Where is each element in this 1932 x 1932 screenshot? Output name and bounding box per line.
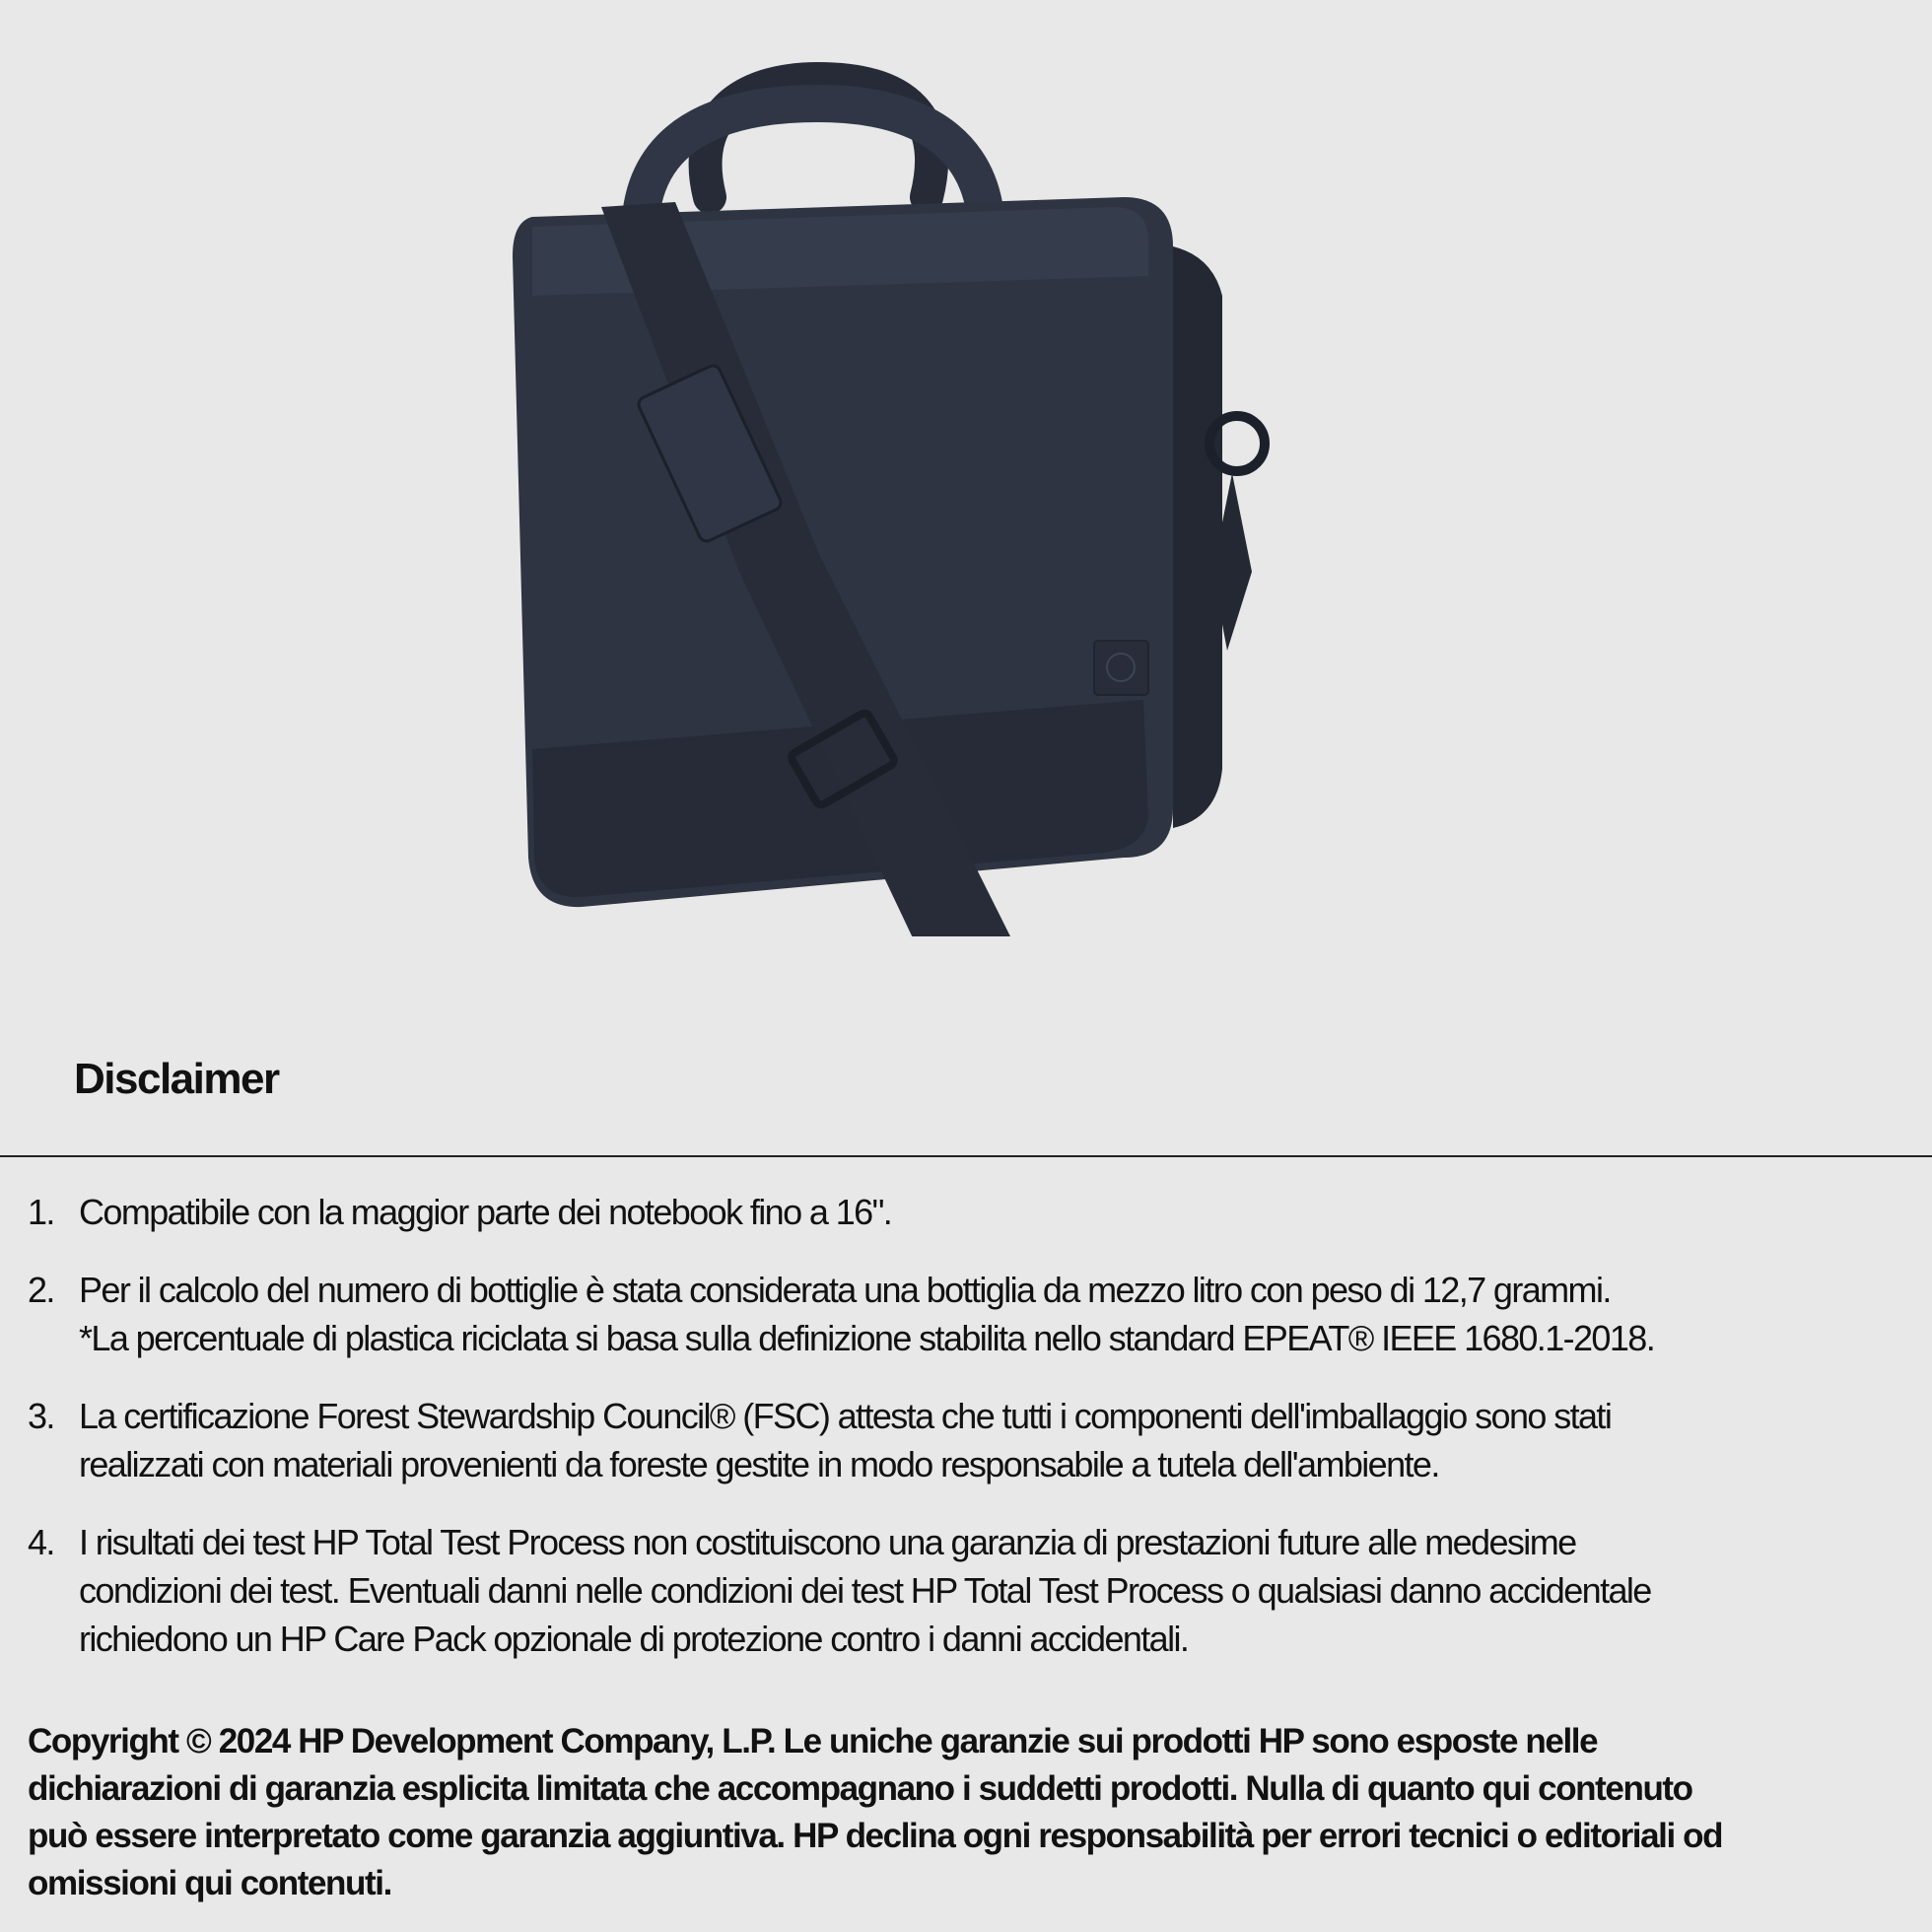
product-image-laptop-bag (493, 59, 1439, 936)
laptop-bag-illustration (493, 59, 1439, 936)
section-divider (0, 1155, 1932, 1157)
note-number: 4. (28, 1522, 54, 1562)
list-item (28, 1266, 1900, 1362)
note-text: I risultati dei test HP Total Test Process non costituiscono una garanzia di prestazioni future alle medesime condizioni dei test. Eventuali danni nelle condizioni dei test HP Total Test Process o qualsiasi danno accidentale richiedono un HP Care Pack opzionale di protezione contro i danni accidentali. (79, 1522, 1651, 1659)
bag-side-panel (1173, 246, 1222, 828)
disclaimer-notes-list (28, 1188, 1900, 1692)
list-item (28, 1518, 1900, 1663)
list-item (28, 1392, 1900, 1488)
note-number: 2. (28, 1270, 54, 1310)
note-number: 3. (28, 1396, 54, 1436)
note-number: 1. (28, 1192, 54, 1232)
list-item (28, 1188, 1900, 1236)
note-text: Compatibile con la maggior parte dei notebook fino a 16". (79, 1192, 892, 1232)
copyright-text: Copyright © 2024 HP Development Company, L.P. Le uniche garanzie sui prodotti HP sono esposte nelle dichiarazioni di garanzia esplicita limitata che accompagnano i suddetti prodotti. Nulla di quanto qui contenuto può essere interpretato come garanzia aggiuntiva. HP declina ogni responsabilità per errori tecnici o editoriali od omissioni qui contenuti. (28, 1722, 1723, 1902)
disclaimer-title: Disclaimer (74, 1055, 279, 1103)
note-text: La certificazione Forest Stewardship Council® (FSC) attesta che tutti i componenti dell'imballaggio sono stati realizzati con materiali provenienti da foreste gestite in modo responsabile a tutela dell'ambiente. (79, 1396, 1612, 1484)
note-text: Per il calcolo del numero di bottiglie è stata considerata una bottiglia da mezzo litro con peso di 12,7 grammi. *La percentuale di plastica riciclata si basa sulla definizione stabilita nello standard EPEAT® IEEE 1680.1-2018. (79, 1270, 1655, 1358)
hp-logo-patch (1094, 641, 1148, 695)
